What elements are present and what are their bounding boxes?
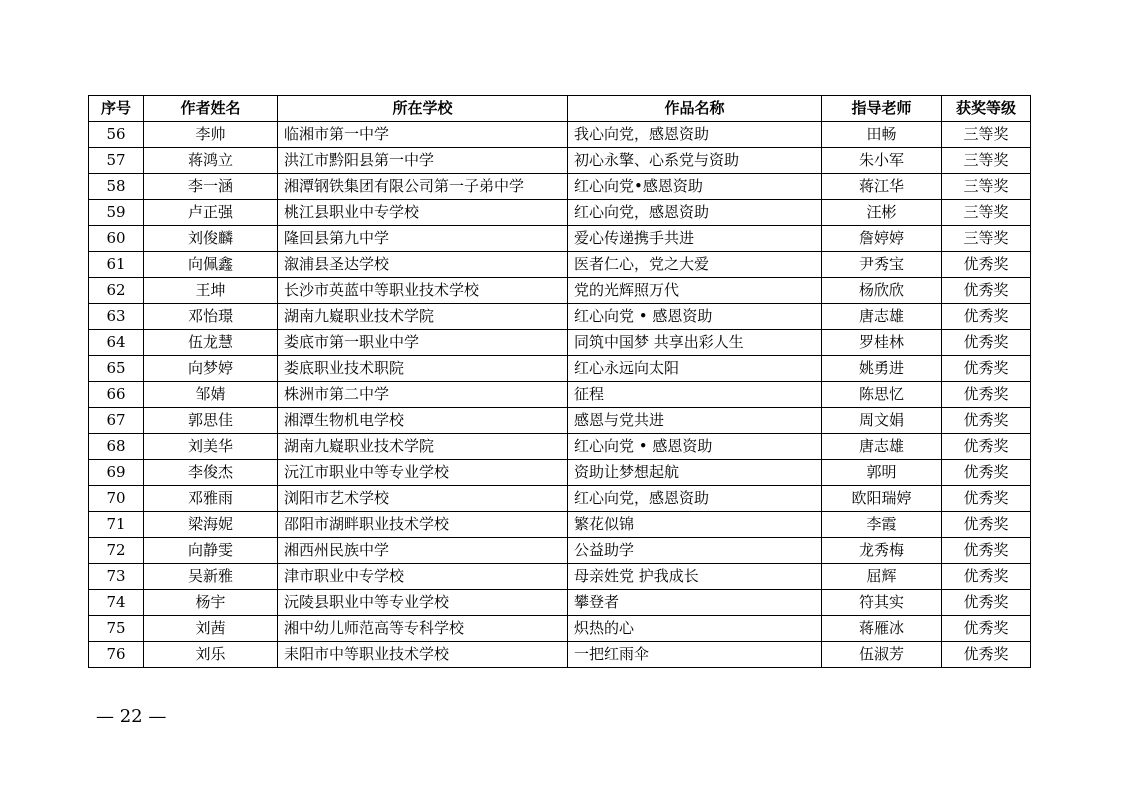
header-author: 作者姓名 xyxy=(144,96,278,122)
cell-work-title: 初心永擎、心系党与资助 xyxy=(568,148,822,174)
cell-teacher: 符其实 xyxy=(822,590,942,616)
cell-index: 60 xyxy=(89,226,144,252)
cell-school: 耒阳市中等职业技术学校 xyxy=(278,642,568,668)
cell-award: 优秀奖 xyxy=(942,252,1031,278)
cell-work-title: 红心永远向太阳 xyxy=(568,356,822,382)
cell-school: 溆浦县圣达学校 xyxy=(278,252,568,278)
cell-school: 株洲市第二中学 xyxy=(278,382,568,408)
cell-award: 优秀奖 xyxy=(942,382,1031,408)
cell-teacher: 汪彬 xyxy=(822,200,942,226)
cell-teacher: 陈思忆 xyxy=(822,382,942,408)
header-school: 所在学校 xyxy=(278,96,568,122)
table-row xyxy=(89,200,1031,226)
cell-author: 蒋鸿立 xyxy=(144,148,278,174)
cell-work-title: 一把红雨伞 xyxy=(568,642,822,668)
cell-author: 向佩鑫 xyxy=(144,252,278,278)
cell-author: 刘茜 xyxy=(144,616,278,642)
cell-work-title: 同筑中国梦 共享出彩人生 xyxy=(568,330,822,356)
cell-teacher: 周文娟 xyxy=(822,408,942,434)
cell-award: 三等奖 xyxy=(942,200,1031,226)
cell-school: 湘潭生物机电学校 xyxy=(278,408,568,434)
cell-award: 优秀奖 xyxy=(942,564,1031,590)
header-award: 获奖等级 xyxy=(942,96,1031,122)
cell-author: 李俊杰 xyxy=(144,460,278,486)
table-row xyxy=(89,278,1031,304)
cell-index: 57 xyxy=(89,148,144,174)
cell-award: 优秀奖 xyxy=(942,486,1031,512)
cell-author: 梁海妮 xyxy=(144,512,278,538)
header-work-title: 作品名称 xyxy=(568,96,822,122)
cell-work-title: 红心向党 • 感恩资助 xyxy=(568,304,822,330)
cell-index: 66 xyxy=(89,382,144,408)
table-row xyxy=(89,512,1031,538)
cell-work-title: 红心向党•感恩资助 xyxy=(568,174,822,200)
cell-teacher: 尹秀宝 xyxy=(822,252,942,278)
header-teacher: 指导老师 xyxy=(822,96,942,122)
table-row xyxy=(89,382,1031,408)
table-body xyxy=(89,122,1031,668)
cell-work-title: 攀登者 xyxy=(568,590,822,616)
cell-teacher: 唐志雄 xyxy=(822,304,942,330)
cell-index: 70 xyxy=(89,486,144,512)
cell-award: 优秀奖 xyxy=(942,512,1031,538)
cell-index: 62 xyxy=(89,278,144,304)
cell-work-title: 征程 xyxy=(568,382,822,408)
cell-award: 优秀奖 xyxy=(942,590,1031,616)
cell-author: 向梦婷 xyxy=(144,356,278,382)
cell-teacher: 伍淑芳 xyxy=(822,642,942,668)
cell-teacher: 蒋雁冰 xyxy=(822,616,942,642)
table-row xyxy=(89,460,1031,486)
cell-award: 优秀奖 xyxy=(942,460,1031,486)
cell-index: 75 xyxy=(89,616,144,642)
cell-award: 优秀奖 xyxy=(942,642,1031,668)
cell-index: 59 xyxy=(89,200,144,226)
cell-index: 67 xyxy=(89,408,144,434)
cell-teacher: 屈辉 xyxy=(822,564,942,590)
cell-teacher: 蒋江华 xyxy=(822,174,942,200)
cell-work-title: 红心向党，感恩资助 xyxy=(568,486,822,512)
cell-index: 71 xyxy=(89,512,144,538)
cell-school: 湖南九嶷职业技术学院 xyxy=(278,304,568,330)
cell-school: 沅陵县职业中等专业学校 xyxy=(278,590,568,616)
cell-school: 娄底职业技术职院 xyxy=(278,356,568,382)
cell-teacher: 唐志雄 xyxy=(822,434,942,460)
cell-author: 伍龙慧 xyxy=(144,330,278,356)
cell-work-title: 我心向党，感恩资助 xyxy=(568,122,822,148)
cell-award: 优秀奖 xyxy=(942,616,1031,642)
cell-school: 洪江市黔阳县第一中学 xyxy=(278,148,568,174)
cell-author: 吴新雅 xyxy=(144,564,278,590)
cell-index: 56 xyxy=(89,122,144,148)
cell-work-title: 公益助学 xyxy=(568,538,822,564)
table-row xyxy=(89,174,1031,200)
cell-index: 65 xyxy=(89,356,144,382)
cell-author: 李帅 xyxy=(144,122,278,148)
awards-table-container xyxy=(88,95,1030,668)
cell-author: 杨宇 xyxy=(144,590,278,616)
cell-teacher: 郭明 xyxy=(822,460,942,486)
cell-work-title: 感恩与党共进 xyxy=(568,408,822,434)
table-row xyxy=(89,226,1031,252)
cell-teacher: 田畅 xyxy=(822,122,942,148)
table-row xyxy=(89,642,1031,668)
cell-award: 优秀奖 xyxy=(942,408,1031,434)
cell-award: 三等奖 xyxy=(942,148,1031,174)
cell-author: 邓怡璟 xyxy=(144,304,278,330)
cell-teacher: 朱小军 xyxy=(822,148,942,174)
cell-award: 优秀奖 xyxy=(942,538,1031,564)
cell-teacher: 杨欣欣 xyxy=(822,278,942,304)
table-row xyxy=(89,564,1031,590)
cell-author: 王坤 xyxy=(144,278,278,304)
table-row xyxy=(89,330,1031,356)
cell-school: 湘潭钢铁集团有限公司第一子弟中学 xyxy=(278,174,568,200)
cell-school: 娄底市第一职业中学 xyxy=(278,330,568,356)
cell-author: 刘美华 xyxy=(144,434,278,460)
cell-teacher: 罗桂林 xyxy=(822,330,942,356)
cell-school: 湖南九嶷职业技术学院 xyxy=(278,434,568,460)
cell-index: 73 xyxy=(89,564,144,590)
cell-teacher: 龙秀梅 xyxy=(822,538,942,564)
cell-teacher: 欧阳瑞婷 xyxy=(822,486,942,512)
cell-work-title: 红心向党，感恩资助 xyxy=(568,200,822,226)
page-number: — 22 — xyxy=(96,706,167,727)
cell-index: 69 xyxy=(89,460,144,486)
cell-index: 64 xyxy=(89,330,144,356)
cell-work-title: 党的光辉照万代 xyxy=(568,278,822,304)
header-index: 序号 xyxy=(89,96,144,122)
cell-award: 三等奖 xyxy=(942,174,1031,200)
cell-author: 向静雯 xyxy=(144,538,278,564)
cell-teacher: 姚勇进 xyxy=(822,356,942,382)
table-row xyxy=(89,356,1031,382)
cell-teacher: 詹婷婷 xyxy=(822,226,942,252)
cell-author: 邹婧 xyxy=(144,382,278,408)
table-row xyxy=(89,252,1031,278)
cell-school: 临湘市第一中学 xyxy=(278,122,568,148)
cell-school: 长沙市英蓝中等职业技术学校 xyxy=(278,278,568,304)
cell-award: 优秀奖 xyxy=(942,330,1031,356)
cell-index: 58 xyxy=(89,174,144,200)
cell-index: 68 xyxy=(89,434,144,460)
cell-award: 三等奖 xyxy=(942,226,1031,252)
cell-school: 浏阳市艺术学校 xyxy=(278,486,568,512)
cell-work-title: 母亲姓党 护我成长 xyxy=(568,564,822,590)
cell-author: 郭思佳 xyxy=(144,408,278,434)
cell-award: 优秀奖 xyxy=(942,278,1031,304)
table-row xyxy=(89,616,1031,642)
cell-school: 桃江县职业中专学校 xyxy=(278,200,568,226)
cell-school: 湘中幼儿师范高等专科学校 xyxy=(278,616,568,642)
table-row xyxy=(89,590,1031,616)
table-row xyxy=(89,486,1031,512)
cell-author: 卢正强 xyxy=(144,200,278,226)
table-row xyxy=(89,434,1031,460)
cell-index: 61 xyxy=(89,252,144,278)
cell-school: 津市职业中专学校 xyxy=(278,564,568,590)
cell-author: 刘乐 xyxy=(144,642,278,668)
table-row xyxy=(89,408,1031,434)
table-header-row xyxy=(89,96,1031,122)
cell-school: 隆回县第九中学 xyxy=(278,226,568,252)
cell-work-title: 繁花似锦 xyxy=(568,512,822,538)
table-row xyxy=(89,304,1031,330)
cell-author: 李一涵 xyxy=(144,174,278,200)
cell-work-title: 资助让梦想起航 xyxy=(568,460,822,486)
cell-school: 沅江市职业中等专业学校 xyxy=(278,460,568,486)
cell-award: 三等奖 xyxy=(942,122,1031,148)
cell-work-title: 炽热的心 xyxy=(568,616,822,642)
cell-award: 优秀奖 xyxy=(942,304,1031,330)
table-row xyxy=(89,538,1031,564)
cell-award: 优秀奖 xyxy=(942,434,1031,460)
cell-work-title: 医者仁心，党之大爱 xyxy=(568,252,822,278)
cell-teacher: 李霞 xyxy=(822,512,942,538)
cell-award: 优秀奖 xyxy=(942,356,1031,382)
awards-table xyxy=(88,95,1031,668)
cell-school: 湘西州民族中学 xyxy=(278,538,568,564)
table-row xyxy=(89,148,1031,174)
table-row xyxy=(89,122,1031,148)
cell-author: 刘俊麟 xyxy=(144,226,278,252)
cell-index: 63 xyxy=(89,304,144,330)
cell-index: 74 xyxy=(89,590,144,616)
cell-work-title: 爱心传递携手共进 xyxy=(568,226,822,252)
cell-school: 邵阳市湖畔职业技术学校 xyxy=(278,512,568,538)
cell-work-title: 红心向党 • 感恩资助 xyxy=(568,434,822,460)
cell-author: 邓雅雨 xyxy=(144,486,278,512)
cell-index: 76 xyxy=(89,642,144,668)
cell-index: 72 xyxy=(89,538,144,564)
